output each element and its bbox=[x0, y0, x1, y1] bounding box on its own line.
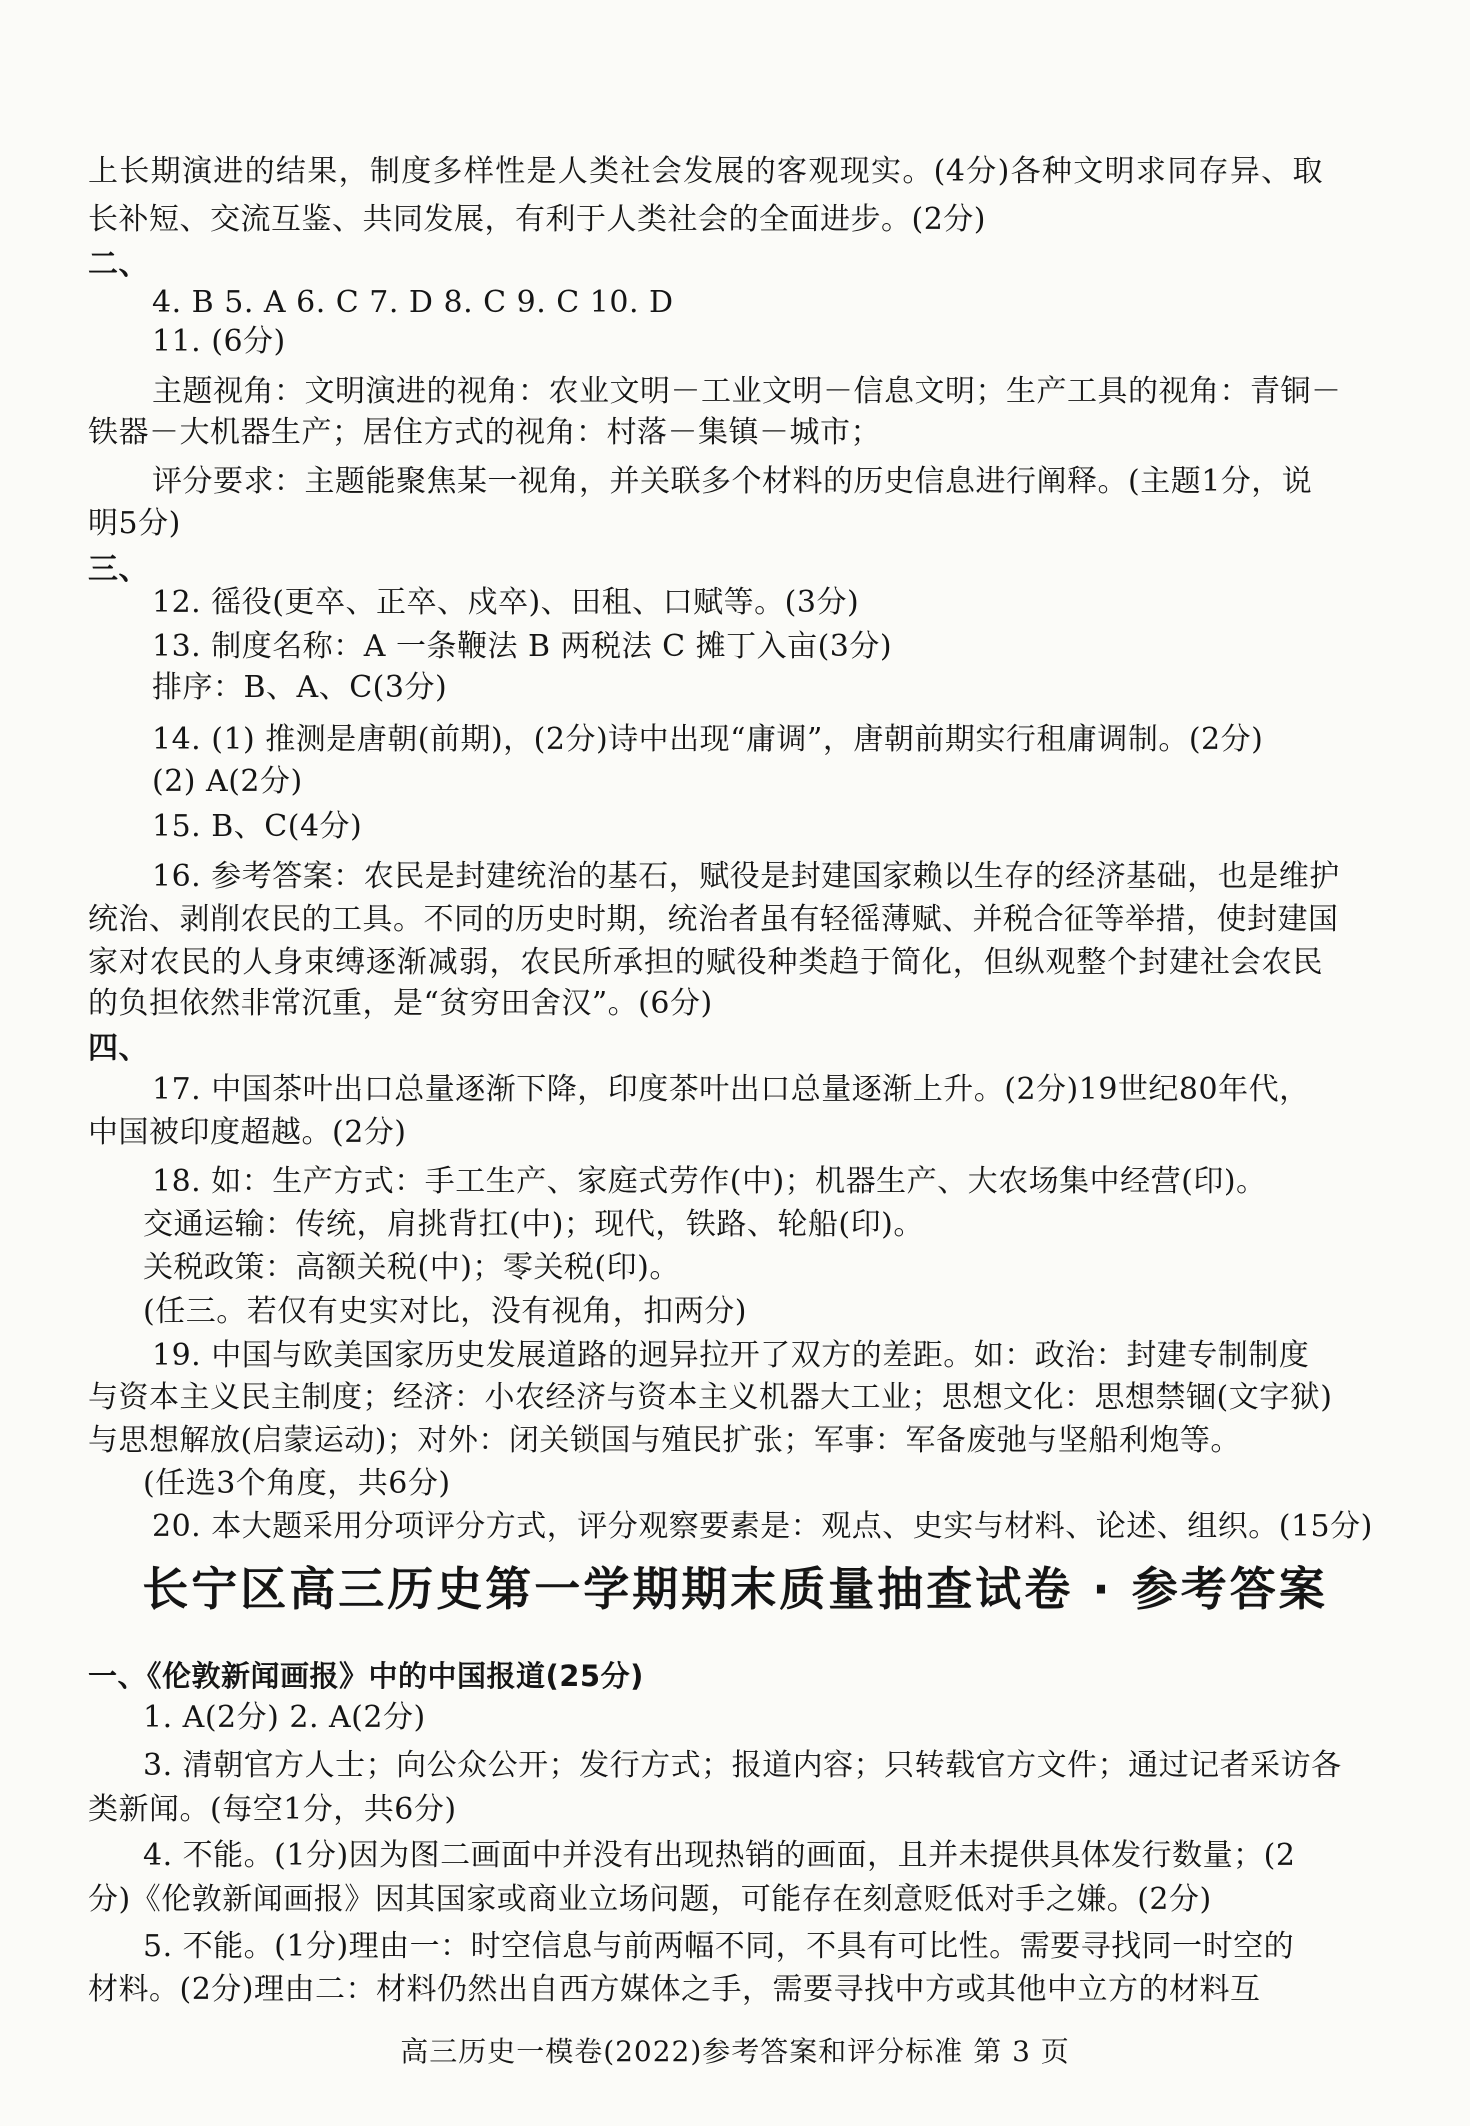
question-1-2: 1. A(2分) 2. A(2分) bbox=[143, 1700, 426, 1735]
text-line: (任三。若仅有史实对比，没有视角，扣两分) bbox=[143, 1294, 747, 1329]
section-heading-4: 四、 bbox=[88, 1031, 149, 1066]
question-17: 17. 中国茶叶出口总量逐渐下降，印度茶叶出口总量逐渐上升。(2分)19世纪80年代， bbox=[152, 1072, 1310, 1107]
question-12: 12. 徭役(更卒、正卒、戍卒)、田租、口赋等。(3分) bbox=[152, 585, 860, 620]
text-line: 与思想解放(启蒙运动)；对外：闭关锁国与殖民扩张；军事：军备废弛与坚船利炮等。 bbox=[88, 1423, 1241, 1458]
text-line: 与资本主义民主制度；经济：小农经济与资本主义机器大工业；思想文化：思想禁锢(文字狱) bbox=[88, 1380, 1333, 1415]
text-line: 材料。(2分)理由二：材料仍然出自西方媒体之手，需要寻找中方或其他中立方的材料互 bbox=[88, 1972, 1261, 2007]
section-heading-2: 二、 bbox=[88, 247, 149, 282]
text-line: 上长期演进的结果，制度多样性是人类社会发展的客观现实。(4分)各种文明求同存异、取 bbox=[88, 154, 1323, 189]
text-line: 关税政策：高额关税(中)；零关税(印)。 bbox=[143, 1250, 680, 1285]
text-line: 家对农民的人身束缚逐渐减弱，农民所承担的赋役种类趋于简化，但纵观整个封建社会农民 bbox=[88, 945, 1323, 980]
section-heading-3: 三、 bbox=[88, 552, 149, 587]
text-line: 中国被印度超越。(2分) bbox=[88, 1115, 407, 1150]
text-line: 明5分) bbox=[88, 506, 181, 541]
question-14: 14. (1) 推测是唐朝(前期)，(2分)诗中出现“庸调”，唐朝前期实行租庸调制。(2分) bbox=[152, 722, 1264, 757]
text-line: 长补短、交流互鉴、共同发展，有利于人类社会的全面进步。(2分) bbox=[88, 202, 986, 237]
text-line: 分)《伦敦新闻画报》因其国家或商业立场问题，可能存在刻意贬低对手之嫌。(2分) bbox=[88, 1882, 1212, 1917]
page-title: 长宁区高三历史第一学期期末质量抽查试卷 · 参考答案 bbox=[142, 1562, 1328, 1616]
question-11: 11. (6分) bbox=[152, 324, 286, 359]
question-19: 19. 中国与欧美国家历史发展道路的迥异拉开了双方的差距。如：政治：封建专制制度 bbox=[152, 1338, 1310, 1373]
question-18: 18. 如：生产方式：手工生产、家庭式劳作(中)；机器生产、大农场集中经营(印)。 bbox=[152, 1164, 1267, 1199]
choice-answers: 4. B 5. A 6. C 7. D 8. C 9. C 10. D bbox=[152, 285, 674, 320]
text-line: 的负担依然非常沉重，是“贫穷田舍汉”。(6分) bbox=[88, 986, 713, 1021]
text-line: 铁器－大机器生产；居住方式的视角：村落－集镇－城市； bbox=[88, 415, 881, 450]
text-line: 统治、剥削农民的工具。不同的历史时期，统治者虽有轻徭薄赋、并税合征等举措，使封建国 bbox=[88, 902, 1339, 937]
question-5: 5. 不能。(1分)理由一：时空信息与前两幅不同，不具有可比性。需要寻找同一时空的 bbox=[143, 1929, 1295, 1964]
text-line: 类新闻。(每空1分，共6分) bbox=[88, 1792, 457, 1827]
question-16: 16. 参考答案：农民是封建统治的基石，赋役是封建国家赖以生存的经济基础，也是维护 bbox=[152, 859, 1340, 894]
question-15: 15. B、C(4分) bbox=[152, 809, 363, 844]
text-line: 评分要求：主题能聚焦某一视角，并关联多个材料的历史信息进行阐释。(主题1分，说 bbox=[152, 464, 1313, 499]
text-line: (2) A(2分) bbox=[152, 764, 303, 799]
text-line: (任选3个角度，共6分) bbox=[143, 1466, 451, 1501]
page-footer: 高三历史一模卷(2022)参考答案和评分标准 第 3 页 bbox=[400, 2035, 1070, 2068]
text-line: 主题视角：文明演进的视角：农业文明－工业文明－信息文明；生产工具的视角：青铜－ bbox=[152, 374, 1342, 409]
question-3: 3. 清朝官方人士；向公众公开；发行方式；报道内容；只转载官方文件；通过记者采访各 bbox=[143, 1748, 1342, 1783]
question-13: 13. 制度名称：A 一条鞭法 B 两税法 C 摊丁入亩(3分) bbox=[152, 629, 893, 664]
part-1-heading: 一、《伦敦新闻画报》中的中国报道(25分) bbox=[88, 1659, 644, 1693]
text-line: 交通运输：传统，肩挑背扛(中)；现代，铁路、轮船(印)。 bbox=[143, 1207, 924, 1242]
question-20: 20. 本大题采用分项评分方式，评分观察要素是：观点、史实与材料、论述、组织。(15分) bbox=[152, 1509, 1373, 1544]
text-line: 排序：B、A、C(3分) bbox=[152, 670, 448, 705]
question-4: 4. 不能。(1分)因为图二画面中并没有出现热销的画面，且并未提供具体发行数量；(2 bbox=[143, 1838, 1296, 1873]
